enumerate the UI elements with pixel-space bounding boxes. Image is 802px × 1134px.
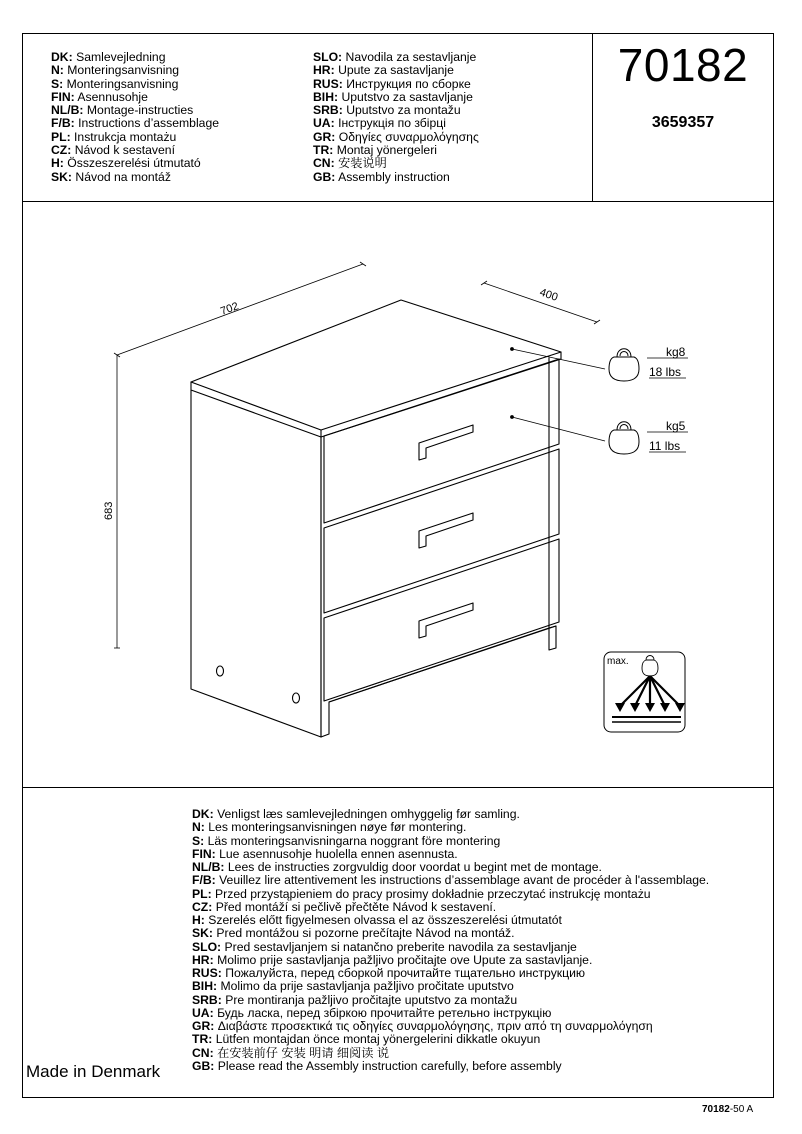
lang-row: GB: Assembly instruction <box>313 169 450 184</box>
instruction-row: N: Les monteringsanvisningen nøye før montering. <box>192 820 467 835</box>
instruction-row: SLO: Pred sestavljanjem si natančno preberite navodila za sestavljanje <box>192 939 577 954</box>
made-in-label: Made in Denmark <box>26 1062 161 1081</box>
lang-row: S: Monteringsanvisning <box>51 76 179 91</box>
lang-row: CN: 安装说明 <box>313 156 387 171</box>
instruction-row: F/B: Veuillez lire attentivement les instructions d’assemblage avant de procéder à l'assemblage. <box>192 873 710 888</box>
instruction-row: SRB: Pre montiranja pažljivo pročitajte uputstvo za montažu <box>192 992 518 1007</box>
cable-hole <box>293 693 300 703</box>
lang-row: SLO: Navodila za sestavljanje <box>313 50 477 64</box>
lang-row: PL: Instrukcja montażu <box>51 129 177 144</box>
lang-row: CZ: Návod k sestavení <box>51 143 175 158</box>
instruction-row: CZ: Před montáží si pečlivě přečtěte Návod k sestavení. <box>192 899 497 914</box>
instruction-row: GR: Διαβάστε προσεκτικά τις οδηγίες συναρμολόγησης, πριν από τη συναρμολόγηση <box>192 1019 653 1033</box>
drawer-load-lbs: 11 lbs <box>649 439 681 453</box>
lang-row: UA: Інструкція по збірці <box>313 116 446 131</box>
top-load-lbs: 18 lbs <box>649 365 682 379</box>
instruction-row: S: Läs monteringsanvisningarna noggrant före montering <box>192 833 501 848</box>
lang-row: N: Monteringsanvisning <box>51 63 180 78</box>
max-label: max. <box>607 656 629 667</box>
lang-row: RUS: Инструкция по сборке <box>313 76 471 91</box>
instruction-row: CN: 在安装前仔 安装 明请 细阅读 说 <box>192 1045 390 1060</box>
lang-row: SK: Návod na montáž <box>51 169 171 184</box>
top-load-kg: kg8 <box>666 345 686 359</box>
lang-row: GR: Οδηγίες συναρμολόγησης <box>313 129 479 144</box>
front-frame <box>321 358 549 737</box>
instruction-row: NL/B: Lees de instructies zorgvuldig door voordat u begint met de montage. <box>192 860 602 874</box>
side-panel <box>191 390 321 737</box>
drawer-handle <box>419 425 473 460</box>
document-reference: 70182-50 A <box>702 1104 754 1115</box>
width-dimension-line <box>117 264 363 355</box>
lang-row: NL/B: Montage-instructies <box>51 103 194 118</box>
lang-row: BIH: Uputstvo za sastavljanje <box>313 89 473 104</box>
instruction-row: H: Szerelés előtt figyelmesen olvassa el az összeszerelési útmutatót <box>192 913 562 927</box>
instruction-row: BIH: Molimo da prije sastavljanja pažljivo pročitate uputstvo <box>192 979 514 994</box>
instruction-row: UA: Будь ласка, перед збіркою прочитайте ретельно інструкцію <box>192 1005 552 1020</box>
drawer-front-bottom <box>324 539 559 701</box>
top-panel <box>191 300 561 437</box>
top-edge <box>191 352 561 430</box>
lang-row: SRB: Uputstvo za montažu <box>313 103 461 118</box>
lang-row: FIN: Asennusohje <box>51 89 148 104</box>
height-label: 683 <box>103 501 115 520</box>
width-label: 702 <box>218 300 241 318</box>
article-number: 3659357 <box>651 114 715 131</box>
lang-row: H: Összeszerelési útmutató <box>51 156 201 171</box>
instruction-row: FIN: Lue asennusohje huolella ennen asennusta. <box>192 846 458 861</box>
instruction-row: PL: Przed przystąpieniem do pracy prosimy dokładnie przeczytać instrukcję montażu <box>192 886 651 901</box>
instruction-row: GB: Please read the Assembly instruction carefully, before assembly <box>192 1058 562 1073</box>
lang-row: HR: Upute za sastavljanje <box>313 63 454 78</box>
instruction-row: SK: Pred montážou si pozorne prečítajte Návod na montáž. <box>192 926 515 941</box>
drawer-handle <box>419 513 473 548</box>
depth-label: 400 <box>538 286 560 304</box>
weight-icon <box>609 349 639 381</box>
instruction-row: RUS: Пожалуйста, перед сборкой прочитайте тщательно инструкцию <box>192 966 586 980</box>
weight-icon <box>609 422 639 454</box>
drawer-handle <box>419 603 473 638</box>
drawer-front-top <box>324 359 559 523</box>
lang-row: F/B: Instructions d’assemblage <box>51 116 219 131</box>
model-number: 70182 <box>617 39 749 91</box>
instruction-row: HR: Molimo prije sastavljanja pažljivo pročitajte ove Upute za sastavljanje. <box>192 952 593 967</box>
lang-row: TR: Montaj yönergeleri <box>313 143 437 158</box>
assembly-instructions <box>192 808 709 1073</box>
instruction-row: DK: Venligst læs samlevejledningen omhyggelig før samling. <box>192 807 520 821</box>
drawer-load-kg: kg5 <box>666 419 686 433</box>
cable-hole <box>217 666 224 676</box>
lang-row: DK: Samlevejledning <box>51 50 166 64</box>
instruction-row: TR: Lütfen montajdan önce montaj yönergelerini dikkatle okuyun <box>192 1032 541 1047</box>
